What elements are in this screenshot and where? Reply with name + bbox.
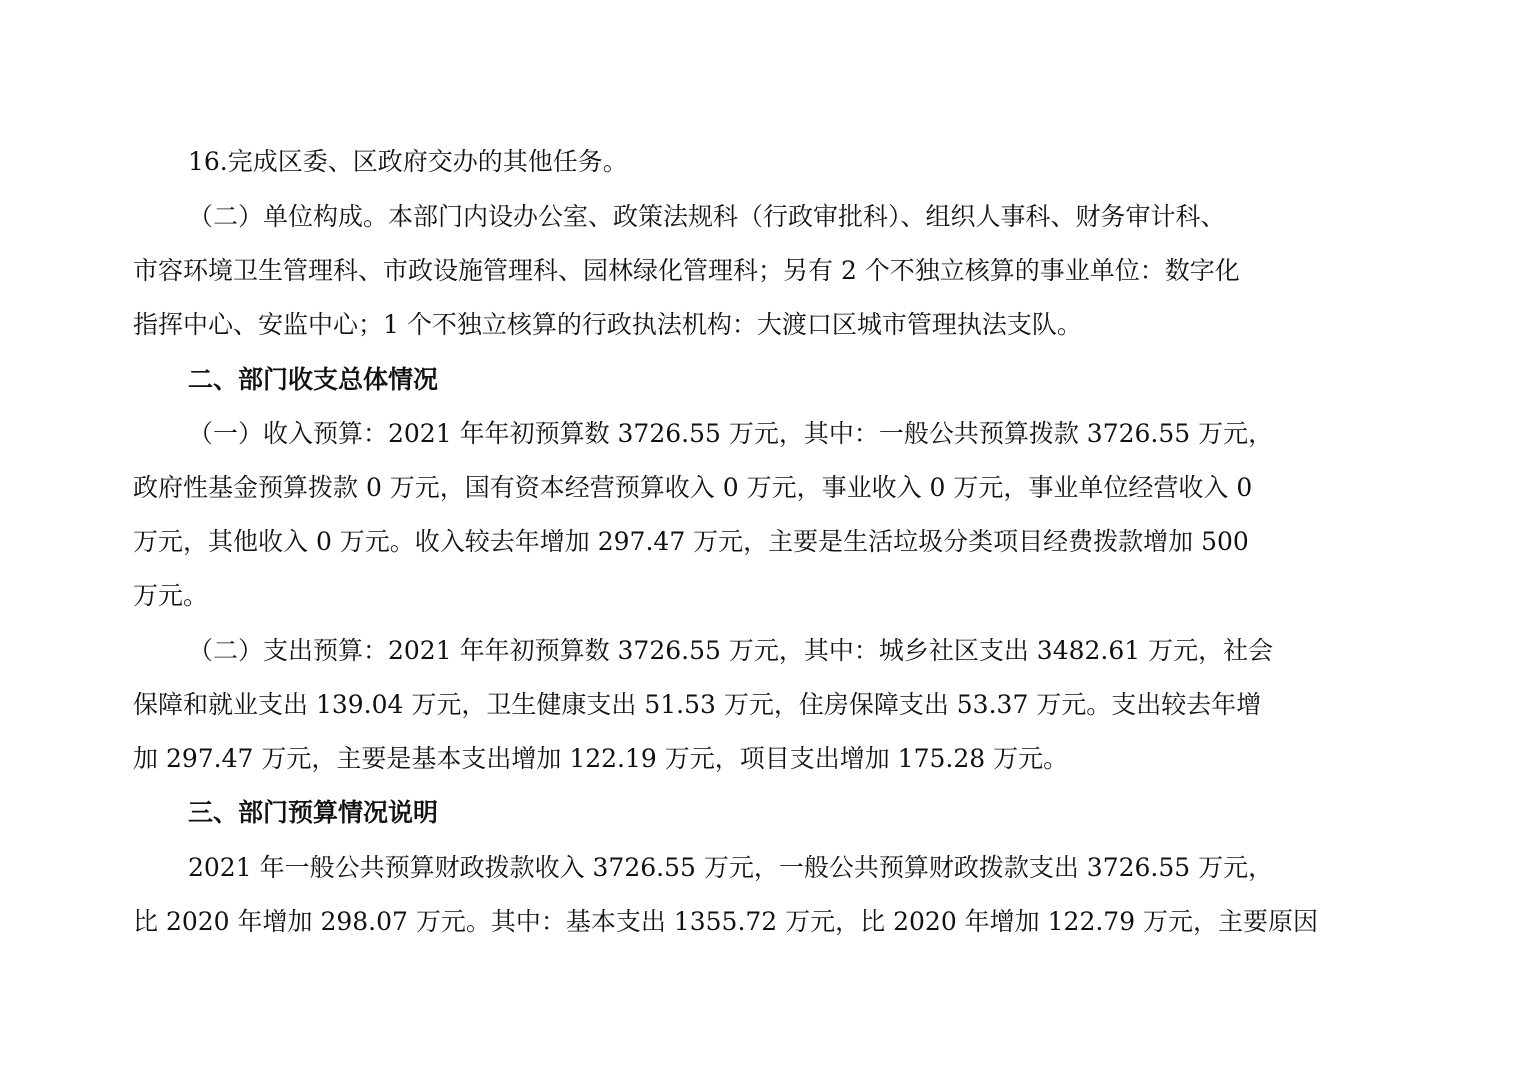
text-line-expense-budget [0,631,1520,671]
text-line [0,576,1520,616]
text-line [0,305,1520,345]
text-line-task-16 [0,142,1520,182]
line-text: 市容环境卫生管理科、市政设施管理科、园林绿化管理科；另有 2 个不独立核算的事业单位：数字化 [133,256,1240,285]
line-text: 2021 年一般公共预算财政拨款收入 3726.55 万元，一般公共预算财政拨款支出 3726.55 万元， [188,853,1274,882]
text-line-income-budget [0,414,1520,454]
section-heading-2 [0,360,1520,400]
line-text: 万元。 [133,581,209,610]
line-text: （一）收入预算：2021 年年初预算数 3726.55 万元，其中：一般公共预算拨款 3726.55 万元， [188,419,1274,448]
text-line [0,468,1520,508]
text-line [0,685,1520,725]
text-line [0,251,1520,291]
line-text: （二）支出预算：2021 年年初预算数 3726.55 万元，其中：城乡社区支出 3482.61 万元，社会 [188,636,1274,665]
text-line-budget-description [0,848,1520,888]
text-line-unit-composition [0,197,1520,237]
line-text: 万元，其他收入 0 万元。收入较去年增加 297.47 万元，主要是生活垃圾分类项目经费拨款增加 500 [133,527,1249,556]
text-line [0,522,1520,562]
text-line [0,902,1520,942]
line-text: 比 2020 年增加 298.07 万元。其中：基本支出 1355.72 万元，比 2020 年增加 122.79 万元，主要原因 [133,907,1319,936]
line-text: 保障和就业支出 139.04 万元，卫生健康支出 51.53 万元，住房保障支出 53.37 万元。支出较去年增 [133,690,1262,719]
section-heading-3 [0,793,1520,833]
line-text: 加 297.47 万元，主要是基本支出增加 122.19 万元，项目支出增加 175.28 万元。 [133,744,1069,773]
line-text: 指挥中心、安监中心；1 个不独立核算的行政执法机构：大渡口区城市管理执法支队。 [133,310,1082,339]
line-text: （二）单位构成。本部门内设办公室、政策法规科（行政审批科）、组织人事科、财务审计科、 [188,202,1226,231]
heading-text: 二、部门收支总体情况 [188,365,439,394]
text-line [0,739,1520,779]
line-text: 政府性基金预算拨款 0 万元，国有资本经营预算收入 0 万元，事业收入 0 万元，事业单位经营收入 0 [133,473,1253,502]
line-text: 16.完成区委、区政府交办的其他任务。 [188,147,628,176]
heading-text: 三、部门预算情况说明 [188,798,439,827]
